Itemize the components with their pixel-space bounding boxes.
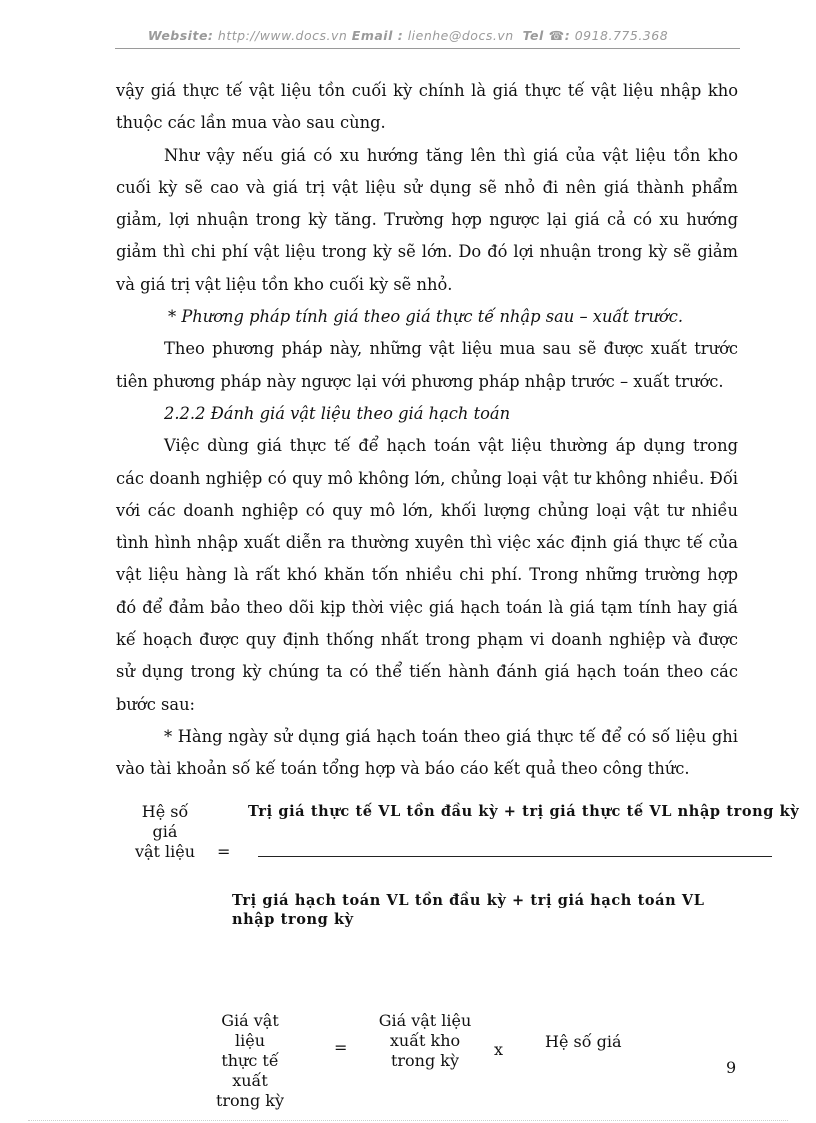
formula2-right-term: Hệ số giá bbox=[545, 1032, 622, 1051]
formula1-fraction-line bbox=[258, 856, 772, 857]
paragraph-daily-usage: * Hàng ngày sử dụng giá hạch toán theo giá thực tế để có số liệu ghi vào tài khoản số kế toán tổng hợp và báo cáo kết quả theo công thức. bbox=[116, 726, 738, 779]
paragraph-accounting-price: Việc dùng giá thực tế để hạch toán vật liệu thường áp dụng trong các doanh nghiệp có quy mô không lớn, chủng loại vật tư không nhiều. Đối với các doanh nghiệp có quy mô lớn, khối lượng chủng loại vật tư nhiều tình hình nhập xuất diễn ra thường xuyên thì việc xác định giá thực tế của vật liệu hàng là rất khó khăn tốn nhiều chi phí. Trong những trường hợp đó để đảm bảo theo dõi kịp thời việc giá hạch toán là giá tạm tính hay giá kế hoạch được quy định thống nhất trong phạm vi doanh nghiệp và được sử dụng trong kỳ chúng ta có thể tiến hành đánh giá hạch toán theo các bước sau: bbox=[116, 436, 738, 714]
paragraph-price-trend: Như vậy nếu giá có xu hướng tăng lên thì giá của vật liệu tồn kho cuối kỳ sẽ cao và giá trị vật liệu sử dụng sẽ nhỏ đi nên giá thành phẩm giảm, lợi nhuận trong kỳ tăng. Trường hợp ngược lại giá cả có xu hướng giảm thì chi phí vật liệu trong kỳ sẽ lớn. Do đó lợi nhuận trong kỳ sẽ giảm và giá trị vật liệu tồn kho cuối kỳ sẽ nhỏ. bbox=[116, 145, 738, 294]
email-value[interactable]: lienhe@docs.vn bbox=[407, 28, 514, 43]
formula1-denominator: Trị giá hạch toán VL tồn đầu kỳ + trị giá hạch toán VL nhập trong kỳ bbox=[232, 892, 705, 928]
tel-label: Tel ☎: bbox=[522, 28, 571, 43]
section-heading-2-2-2: 2.2.2 Đánh giá vật liệu theo giá hạch toán bbox=[164, 403, 511, 423]
formula1-left-label: Hệ số giá vật liệu bbox=[134, 802, 196, 861]
formula1-equals: = bbox=[217, 842, 231, 861]
formula1-numerator: Trị giá thực tế VL tồn đầu kỳ + trị giá thực tế VL nhập trong kỳ bbox=[248, 803, 800, 820]
footer-divider bbox=[28, 1120, 788, 1121]
page-header bbox=[0, 28, 816, 43]
email-label: Email : bbox=[351, 28, 404, 43]
method-heading-lifo: * Phương pháp tính giá theo giá thực tế nhập sau – xuất trước. bbox=[168, 307, 684, 327]
header-divider bbox=[115, 48, 740, 49]
document-body bbox=[116, 75, 738, 786]
tel-value: 0918.775.368 bbox=[574, 28, 669, 43]
paragraph-continuation: vậy giá thực tế vật liệu tồn cuối kỳ chính là giá thực tế vật liệu nhập kho thuộc các lần mua vào sau cùng. bbox=[116, 81, 738, 133]
formula2-multiply: x bbox=[494, 1040, 504, 1059]
paragraph-lifo: Theo phương pháp này, những vật liệu mua sau sẽ được xuất trước tiên phương pháp này ngược lại với phương pháp nhập trước – xuất trước. bbox=[116, 339, 738, 391]
formula2-equals: = bbox=[334, 1038, 348, 1057]
website-label: Website: bbox=[147, 28, 214, 43]
formula2-middle-term: Giá vật liệu xuất kho trong kỳ bbox=[378, 1011, 472, 1070]
page-number: 9 bbox=[726, 1058, 737, 1077]
formula2-left-term: Giá vật liệu thực tế xuất trong kỳ bbox=[215, 1011, 285, 1110]
website-value[interactable]: http://www.docs.vn bbox=[217, 28, 348, 43]
